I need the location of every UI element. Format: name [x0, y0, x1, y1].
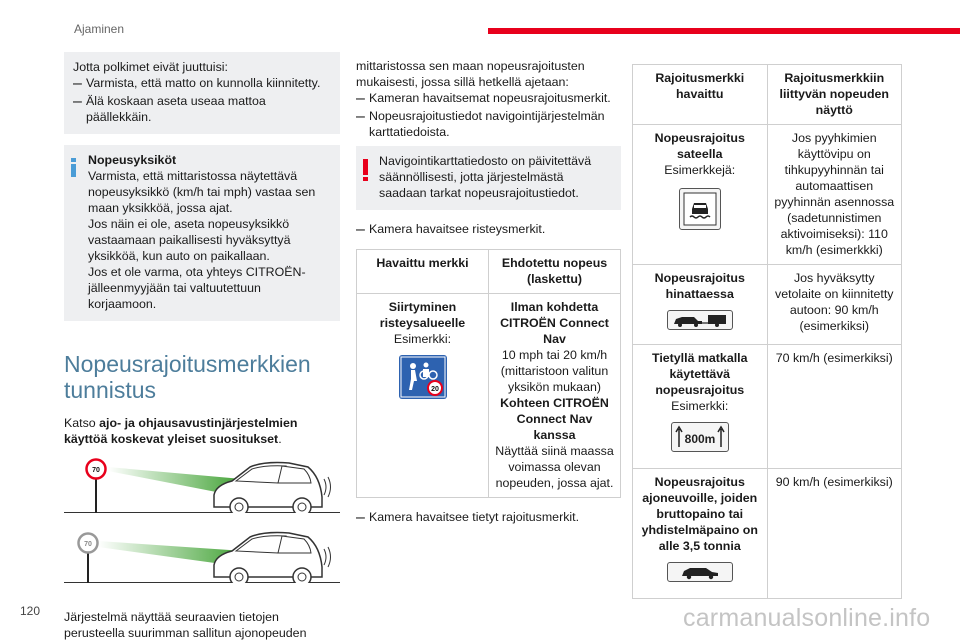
restriction-table [632, 64, 902, 599]
speed-sign-value: 70 [84, 541, 92, 548]
restriction-value: Jos hyväksytty vetolaite on kiinnitetty autoon: 90 km/h (esimerkiksi) [767, 265, 902, 345]
header-accent-bar [488, 28, 960, 34]
table-header: Havaittu merkki [357, 250, 489, 294]
pedal-note-item: – Varmista, että matto on kunnolla kiinnitetty. [73, 75, 321, 92]
car-camera-illustration [64, 457, 332, 513]
table-header: Rajoitusmerkkiin liittyvän nopeuden näyttö [767, 65, 902, 125]
page-number: 120 [20, 604, 41, 618]
table-row: Nopeusrajoitus hinattaessa Jos hyväksytty vetolaite on kiinnitetty autoon: 90 km/h (esimerkiksi) [633, 265, 902, 345]
section-title: Nopeusrajoitusmerkkien tunnistus [64, 351, 311, 403]
distance-sign-icon [671, 422, 729, 452]
towing-sign-icon [667, 310, 733, 330]
table-header: Ehdotettu nopeus (laskettu) [489, 250, 621, 294]
list-item: – Kamera havaitsee risteysmerkit. [356, 221, 546, 238]
car-sign-illustration-1 [64, 457, 340, 513]
info-body: Jos et ole varma, ota yhteys CITROËN-jälleenmyyjään tai valtuutettuun korjaamoon. [88, 265, 306, 311]
table-header: Rajoitusmerkki havaittu [633, 65, 768, 125]
car-camera-illustration [64, 527, 332, 583]
info-icon [70, 152, 78, 312]
distance-sign-text: 800m [684, 432, 716, 446]
list-item: – Nopeusrajoitustiedot navigointijärjestelmän karttatiedoista. [356, 108, 605, 139]
warning-text: Navigointikarttatiedosto on päivitettävä säännöllisesti, jotta järjestelmästä saadaan tarkat nopeusrajoitustiedot. [379, 154, 592, 200]
table-row: Tietyllä matkalla käytettävä nopeusrajoitus Esimerkki: 800m 70 km/h (esimerkiksi) [633, 345, 902, 469]
see-also-link: ajo- ja ohjausavustinjärjestelmien käyttöä koskevat yleiset suositukset [64, 416, 298, 446]
restriction-value: Jos pyyhkimien käyttövipu on tihkupyyhinnän tai automaattisen pyyhinnän asennossa (sadetunnistimen aktivoimiseksi): 110 km/h (esimerkkki) [767, 125, 902, 265]
pedal-note-line: Jotta polkimet eivät juuttuisi: [73, 60, 228, 74]
column-1 [64, 52, 340, 640]
info-title: Nopeusyksiköt [88, 153, 177, 167]
pedal-note-box [64, 52, 340, 134]
see-also-text: Katso ajo- ja ohjausavustinjärjestelmien käyttöä koskevat yleiset suositukset. [64, 416, 298, 446]
table-row: Nopeusrajoitus sateella Esimerkkejä: Jos pyyhkimien käyttövipu on tihkupyyhinnän tai automaattisen pyyhinnän asennossa (sadetunnistimen aktivoimiseksi): 110 km/h (esimerkkki) [633, 125, 902, 265]
intersection-table [356, 249, 621, 498]
restriction-value: 90 km/h (esimerkiksi) [767, 469, 902, 599]
warning-icon [362, 153, 370, 201]
speed-units-info-box [64, 145, 340, 321]
table-row: Siirtyminen risteysalueelle Esimerkki: 20 Ilman kohdetta CITROËN Connect Nav 10 mph tai 20 km/h (mittaristoon valitun yksikön mukaan) Kohteen CITROËN Connect Nav kanssa Näyttää siinä maassa voimassa olevan nopeuden, jossa ajat. [357, 294, 621, 498]
table-row: Nopeusrajoitus ajoneuvoille, joiden bruttopaino tai yhdistelmäpaino on alle 3,5 tonnia 90 km/h (esimerkiksi) [633, 469, 902, 599]
speed-sign-value: 70 [92, 467, 100, 474]
body-text: Järjestelmä näyttää seuraavien tietojen perusteella suurimman sallitun ajonopeuden [64, 610, 307, 640]
residential-zone-sign-icon [399, 355, 447, 399]
restriction-value: 70 km/h (esimerkiksi) [767, 345, 902, 469]
car-sign-icon [667, 562, 733, 582]
column-3 [632, 64, 902, 599]
chapter-header: Ajaminen [74, 22, 125, 36]
info-body: Varmista, että mittaristossa näytettävä nopeusyksikkö (km/h tai mph) vastaa sen maan yksikköä, jossa ajat. [88, 169, 316, 215]
navigation-warning-box [356, 146, 621, 210]
pedal-note-item: – Älä koskaan aseta useaa mattoa päällekkäin. [73, 93, 266, 124]
list-item: – Kameran havaitsemat nopeusrajoitusmerkit. [356, 90, 611, 107]
watermark: carmanualsonline.info [683, 604, 931, 632]
rain-sign-icon [679, 188, 721, 230]
info-body: Jos näin ei ole, aseta nopeusyksikkö vastaamaan paikallisesti hyväksyttyä yksikköä, kun auto on paikallaan. [88, 217, 291, 263]
sign-number: 20 [430, 386, 439, 393]
list-item: – Kamera havaitsee tietyt rajoitusmerkit. [356, 509, 580, 526]
body-text: mittaristossa sen maan nopeusrajoitusten mukaisesti, jossa sillä hetkellä ajetaan: [356, 59, 585, 89]
car-sign-illustration-2 [64, 527, 340, 583]
column-2 [356, 58, 621, 527]
